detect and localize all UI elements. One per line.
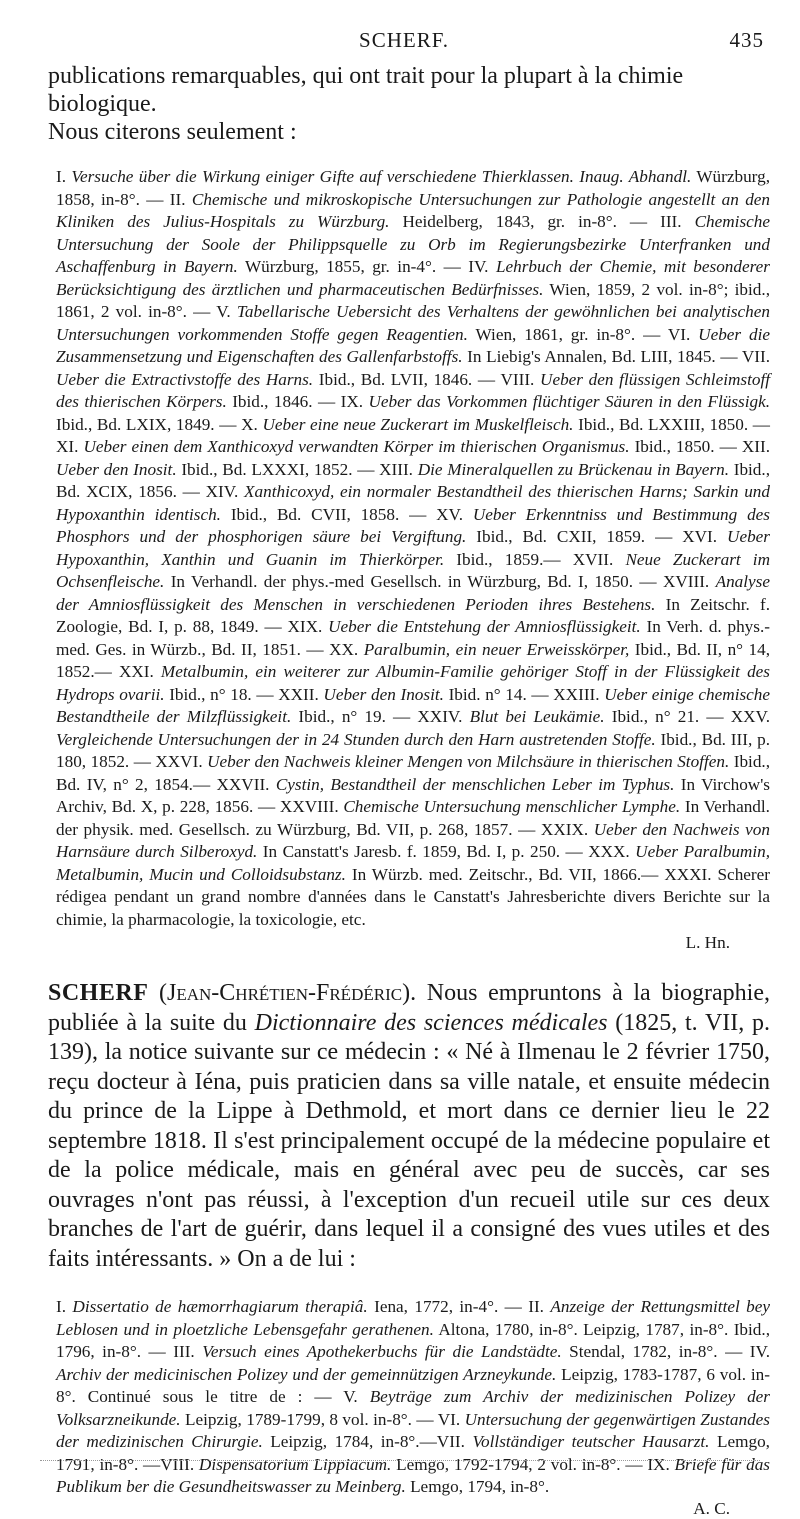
entry-details: In Verh. d. phys.-med. Ges. in Würzb., Bd. II, 1851. — <box>56 617 770 659</box>
entry-number: XXVII. <box>216 774 276 794</box>
article-dictionary-title: Dictionnaire des sciences médicales <box>254 1009 608 1036</box>
entry-title: Analyse der Amniosflüssigkeit des Menschen in verschiedenen Perioden ihres Bestehens. <box>56 572 770 614</box>
entry-number: IX. <box>340 392 369 411</box>
entry-number: IV. <box>749 1342 770 1361</box>
entry-title: Untersuchung der gegenwärtigen Zustandes der medizinischen Chirurgie. <box>56 1409 770 1451</box>
footer-rule <box>40 1460 760 1461</box>
article-forenames: (Jean-Chrétien-Frédéric). <box>159 980 417 1006</box>
entry-details: Leipzig, 1789-1799, 8 vol. in-8°. — <box>180 1409 438 1429</box>
entry-title: Vergleichende Untersuchungen der in 24 Stunden durch den Harn austretenden Stoffe. <box>56 729 656 749</box>
entry-details: Ibid., Bd. XCIX, 1856. — <box>56 459 770 501</box>
author-signature-1: L. Hn. <box>685 933 730 952</box>
entry-title: Ueber das Vorkommen flüchtiger Säuren in den Flüssigk. <box>368 392 770 411</box>
bibliography-entry <box>241 415 770 434</box>
entry-number: XXXI. <box>664 864 718 884</box>
entry-number: XIX. <box>287 617 329 636</box>
entry-title: Archiv der medicinischen Polizey und der gemeinnützigen Arzneykunde. <box>56 1364 557 1384</box>
entry-title: Dissertatio de hæmorrhagiarum therapiâ. <box>72 1297 368 1316</box>
page-number: 435 <box>729 28 764 52</box>
entry-number: XII. <box>741 437 770 456</box>
entry-details: In Liebig's Annalen, Bd. LIII, 1845. — <box>462 347 742 366</box>
entry-details: In Zeitschr. f. Zoologie, Bd. I, p. 88, 1849. — <box>56 594 770 636</box>
entry-details: Wien, 1859, 2 vol. in-8°; ibid., 1861, 2 vol. in-8°. — <box>56 279 770 321</box>
entry-title: Chemische und mikroskopische Untersuchungen zur Pathologie angestellt an den Kliniken des Julius-Hospitals zu Würzburg. <box>56 189 771 231</box>
entry-number: XVIII. <box>662 572 716 591</box>
entry-title: Paralbumin, ein neuer Erweisskörper, <box>363 639 630 659</box>
entry-number: VIII. <box>160 1454 199 1474</box>
bibliography-entry <box>173 1342 750 1361</box>
entry-details: Lemgo, 1792-1794, 2 vol. in-8°. — <box>391 1454 648 1474</box>
entry-details: Lemgo, 1794, in-8°. <box>405 1477 550 1496</box>
entry-details: Ibid., n° 19. — <box>291 707 418 726</box>
entry-number: XI. <box>56 437 84 456</box>
entry-details: Ibid., n° 21. — <box>604 707 731 726</box>
entry-number: II. <box>528 1297 551 1316</box>
entry-details: Ibid., Bd. II, n° 14, 1852.— <box>56 639 771 681</box>
entry-title: Versuch eines Apothekerbuchs für die Landstädte. <box>202 1342 562 1361</box>
author-signature-2: A. C. <box>693 1498 730 1518</box>
entry-number: XXI. <box>118 662 161 681</box>
entry-title: Blut bei Leukämie. <box>469 707 605 726</box>
entry-title: Ueber einige chemische Bestandtheile der Milzflüssigkeit. <box>56 684 771 726</box>
entry-title: Die Mineralquellen zu Brückenau in Bayern. <box>417 459 730 479</box>
entry-title: Ueber den Nachweis von Harnsäure durch Silberoxyd. <box>56 819 770 861</box>
entry-number: XV. <box>436 504 473 524</box>
entry-title: Ueber Hypoxanthin, Xanthin und Guanin im Thierkörper. <box>56 527 770 569</box>
entry-number: XXIII. <box>553 684 605 704</box>
entry-title: Ueber eine neue Zuckerart im Muskelfleisch. <box>262 414 574 434</box>
entry-number: XXV. <box>730 707 771 726</box>
entry-details: Altona, 1780, in-8°. Leipzig, 1787, in-8°. Ibid., 1796, in-8°. — <box>56 1319 770 1361</box>
entry-number: VII. <box>741 347 770 366</box>
entry-title: Ueber Paralbumin, Metalbumin, Mucin und Colloidsubstanz. <box>56 842 770 884</box>
entry-title: Chemische Untersuchung menschlicher Lymphe. <box>343 797 681 816</box>
entry-title: Ueber einen dem Xanthicoxyd verwandten Körper im thierischen Organismus. <box>83 437 630 456</box>
entry-number: II. <box>169 189 192 209</box>
entry-title: Neue Zuckerart im Ochsenfleische. <box>56 549 770 591</box>
bibliography-scherer <box>56 166 770 931</box>
entry-title: Xanthicoxyd, ein normaler Bestandtheil des thierischen Harns; Sarkin und Hypoxanthin identisch. <box>56 482 770 524</box>
entry-title: Versuche über die Wirkung einiger Gifte auf verschiedene Thierklassen. Inaug. Abhandl. <box>71 167 692 186</box>
entry-title: Anzeige der Rettungsmittel bey Leblosen und in ploetzliche Lebensgefahr gerathenen. <box>56 1297 770 1339</box>
article-headword: SCHERF <box>48 980 149 1006</box>
entry-details: In Verhandl. der phys.-med Gesellsch. in Würzburg, Bd. I, 1850. — <box>164 572 663 591</box>
entry-title: Cystin, Bestandtheil der menschlichen Leber im Typhus. <box>275 774 675 794</box>
entry-details: Ibid., Bd. III, p. 180, 1852. — <box>56 729 770 771</box>
entry-title: Ueber die Zusammensetzung und Eigenschaften des Gallenfarbstoffs. <box>56 324 771 366</box>
entry-number: XVII. <box>572 549 626 569</box>
entry-number: XIV. <box>205 482 245 501</box>
entry-number: V. <box>343 1387 370 1406</box>
entry-details: Würzburg, 1855, gr. in-4°. — <box>237 257 469 276</box>
entry-title: Ueber den Inosit. <box>56 459 177 479</box>
entry-details: Würzburg, 1858, in-8°. — <box>56 167 770 209</box>
entry-details: Ibid., Bd. LVII, 1846. — <box>313 369 501 389</box>
entry-number: XIII. <box>379 459 418 479</box>
entry-details: Ibid., Bd. CVII, 1858. — <box>220 504 437 524</box>
entry-title: Ueber die Extractivstoffe des Harns. <box>56 369 314 389</box>
entry-title: Ueber den Inosit. <box>323 684 444 704</box>
entry-number: XXIX. <box>540 819 594 839</box>
page-header <box>38 28 770 58</box>
entry-details: Ibid., Bd. CXII, 1859. — <box>466 527 683 546</box>
entry-number: III. <box>660 212 695 231</box>
entry-details: Ibid., n° 18. — <box>164 684 279 704</box>
entry-details: In Würzb. med. Zeitschr., Bd. VII, 1866.— <box>345 864 665 884</box>
entry-title: Briefe für das Publikum ber die Gesundheitswasser zu Meinberg. <box>56 1454 770 1496</box>
entry-title: Tabellarische Uebersicht des Verhaltens der gewöhnlichen bei analytischen Untersuchungen vorkommenden Stoffe gegen Reagentien. <box>56 302 770 344</box>
entry-number: XXX. <box>588 842 636 861</box>
entry-details: Stendal, 1782, in-8°. — <box>561 1342 750 1361</box>
entry-details: Ibid., 1850. — <box>629 437 742 456</box>
entry-details: In Virchow's Archiv, Bd. X, p. 228, 1856. — <box>56 774 770 816</box>
article-text-a: Nous empruntons à la biographie, publiée à la suite du <box>48 980 770 1036</box>
bibliography-scherf <box>56 1296 770 1499</box>
entry-details: Ibid., Bd. LXXIII, 1850. — <box>573 414 770 434</box>
entry-number: I. <box>56 167 72 186</box>
entry-details: Ibid., Bd. LXIX, 1849. — <box>56 414 242 434</box>
entry-title: Ueber den Nachweis kleiner Mengen von Milchsäure in thierischen Stoffen. <box>207 752 730 771</box>
entry-title: Ueber Erkenntniss und Bestimmung des Phosphors und der phosphorigen säure bei Vergiftung. <box>56 504 770 546</box>
entry-number: VI. <box>667 324 699 344</box>
entry-number: V. <box>216 302 237 321</box>
entry-title: Ueber die Entstehung der Amniosflüssigkeit. <box>328 617 641 636</box>
entry-details: In Verhandl. der physik. med. Gesellsch. zu Würzburg, Bd. VII, p. 268, 1857. — <box>56 797 770 839</box>
entry-title: Dispensatorium Lippiacum. <box>198 1454 392 1474</box>
entry-number: XXVI. <box>155 752 208 771</box>
running-head: SCHERF. <box>359 28 449 52</box>
entry-details: Scherer rédigea pendant un grand nombre d'années dans le Canstatt's Jahresberichte divers Berichte sur la chimie, la pharmacologie, la toxicologie, etc. <box>56 864 770 929</box>
entry-details: Leipzig, 1783-1787, 6 vol. in-8°. Continué sous le titre de : — <box>56 1364 770 1406</box>
entry-number: VII. <box>436 1432 473 1451</box>
entry-title: Ueber den flüssigen Schleimstoff des thierischen Körpers. <box>56 369 770 411</box>
entry-details: Ibid., 1846. — <box>226 392 341 411</box>
entry-details: Ibid., Bd. LXXXI, 1852. — <box>176 459 380 479</box>
entry-details: Iena, 1772, in-4°. — <box>367 1297 529 1316</box>
entry-number: I. <box>56 1297 73 1316</box>
article-scherf <box>48 979 770 1274</box>
bibliography-entry <box>417 707 730 726</box>
entry-title: Metalbumin, ein weiterer zur Albumin-Familie gehöriger Stoff in der Flüssigkeit des Hydrops ovarii. <box>56 662 770 704</box>
entry-number: XXIV. <box>417 707 470 726</box>
entry-number: XVI. <box>682 527 728 546</box>
entry-details: In Canstatt's Jaresb. f. 1859, Bd. I, p. 250. — <box>257 842 589 861</box>
entry-number: XX. <box>329 639 364 659</box>
entry-details: Ibid., Bd. IV, n° 2, 1854.— <box>56 752 771 794</box>
entry-number: IV. <box>468 257 496 276</box>
entry-number: VI. <box>437 1409 465 1429</box>
entry-details: Lemgo, 1791, in-8°. — <box>56 1432 770 1474</box>
entry-number: VIII. <box>500 369 541 389</box>
intro-line-2: Nous citerons seulement : <box>48 119 297 145</box>
intro-paragraph <box>48 62 770 146</box>
bibliography-entry <box>278 685 553 704</box>
entry-title: Chemische Untersuchung der Soole der Philippsquelle zu Orb im Regierungsbezirke Unterfranken und Aschaffenburg in Bayern. <box>56 212 770 276</box>
bibliography-entry <box>56 437 742 456</box>
entry-title: Beyträge zum Archiv der medizinischen Polizey der Volksarzneikunde. <box>56 1387 770 1429</box>
entry-number: XXVIII. <box>279 797 344 816</box>
intro-line-1: publications remarquables, qui ont trait pour la plupart à la chimie biologique. <box>48 63 684 117</box>
entry-details: Leipzig, 1784, in-8°.— <box>262 1432 437 1451</box>
entry-details: Ibid., 1859.— <box>444 549 573 569</box>
entry-number: X. <box>241 414 263 434</box>
entry-title: Lehrbuch der Chemie, mit besonderer Berücksichtigung des ärztlichen und pharmaceutischen Bedürfnisses. <box>56 257 770 299</box>
entry-details: Wien, 1861, gr. in-8°. — <box>467 324 668 344</box>
entry-title: Vollständiger teutscher Hausarzt. <box>472 1432 710 1451</box>
bibliography-entry <box>56 1297 528 1316</box>
entry-number: XXII. <box>278 684 324 704</box>
article-text-b: (1825, t. VII, p. 139), la notice suivante sur ce médecin : « Né à Ilmenau le 2 février 1750, reçu docteur à Iéna, puis praticien dans sa ville natale, et ensuite médecin du prince de la Lippe à Dethmold, et mort dans ce dernier lieu le 22 septembre 1818. Il s'est principalement occupé de la médecine populaire et de la police médicale, mais en général avec peu de succès, car ses ouvrages n'ont pas réussi, à l'exception d'un recueil utile sur ces deux branches de l'art de guérir, dans lequel il a consigné des vues utiles et des faits intéressants. » On a de lui : <box>48 1009 771 1272</box>
entry-number: III. <box>173 1342 203 1361</box>
bibliography-entry <box>160 1455 647 1474</box>
entry-number: IX. <box>647 1454 675 1474</box>
entry-details: Heidelberg, 1843, gr. in-8°. — <box>389 212 661 231</box>
entry-details: Ibid. n° 14. — <box>443 684 554 704</box>
